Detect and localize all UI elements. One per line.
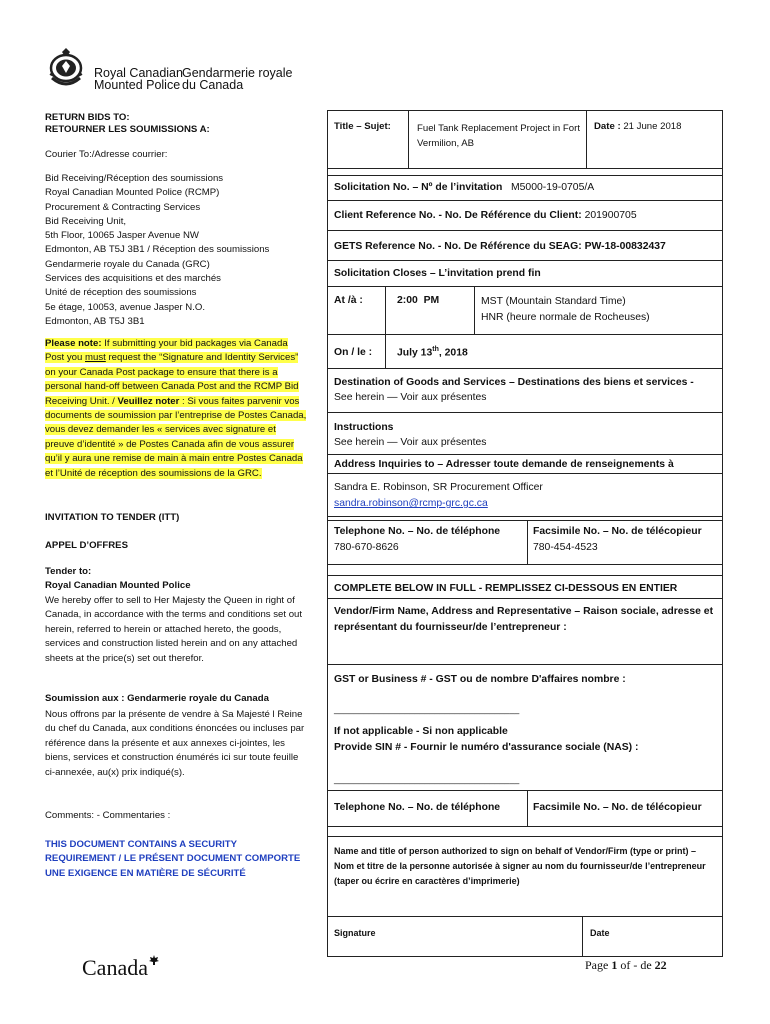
tender-body: We hereby offer to sell to Her Majesty the Queen in right of Canada, in accordance with the terms and conditions set out herein, referred to herein or attached hereto, the goods, services and construction listed herein and on any attached sheets at the price(s) set out therefor.: [45, 595, 303, 664]
comments-label: Comments: - Commentaries :: [45, 810, 171, 821]
courier-label: Courier To:/Adresse courrier:: [45, 149, 168, 160]
telephone-value: 780-670-8626: [334, 542, 399, 553]
title-value: Fuel Tank Replacement Project in Fort Vermilion, AB: [417, 123, 580, 149]
at-label: At /à :: [334, 295, 363, 306]
bid-receiving-address: Bid Receiving/Réception des soumissions Royal Canadian Mounted Police (RCMP) Procurement & Contracting Services Bid Receiving Unit, 5th Floor, 10065 Jasper Avenue NW Edmonton, AB T5J 3B1 / Réception des soumissions Gendarmerie royale du Canada (GRC) Services des acquisitions et des marchés Unité de réception des soumissions 5e étage, 10053, avenue Jasper N.O. Edmonton, AB T5J 3B1: [45, 173, 270, 327]
telephone-label: Telephone No. – No. de téléphone: [334, 526, 501, 537]
vendor-label: Vendor/Firm Name, Address and Representative – Raison sociale, adresse et représentant du fournisseur/de l’entrepreneur :: [334, 606, 714, 633]
complete-below-label: COMPLETE BELOW IN FULL - REMPLISSEZ CI-DESSOUS EN ENTIER: [334, 583, 678, 594]
return-bids-title: RETURN BIDS TO: RETOURNER LES SOUMISSIONS A:: [45, 112, 210, 136]
itt-title-fr: APPEL D’OFFRES: [45, 540, 128, 551]
authorized-person-label: Name and title of person authorized to sign on behalf of Vendor/Firm (type or print) – Nom et titre de la personne autorisée à signer au nom du fournisseur/de l’entrepreneur (taper ou écrire en caractères d’imprimerie): [334, 846, 706, 886]
solicitation-number: Solicitation No. – Nº de l’invitation M5000-19-0705/A: [334, 182, 595, 193]
org-name-en: Royal Canadian Mounted Police: [94, 66, 183, 92]
tender-to-label: Tender to:: [45, 566, 92, 577]
officer-email-link[interactable]: sandra.robinson@rcmp-grc.gc.ca: [334, 498, 488, 509]
on-label: On / le :: [334, 347, 373, 358]
form-border-right: [722, 110, 723, 956]
page-number: Page 1 of - de 22: [585, 958, 667, 972]
org-name-fr: Gendarmerie royale du Canada: [182, 66, 293, 92]
date-field: Date : 21 June 2018: [594, 121, 682, 132]
closing-date: July 13th, 2018: [397, 346, 468, 359]
canada-post-note: Please note: If submitting your bid packages via Canada Post you must request the “Signature and Identity Services” on your Canada Post package to ensure that there is a personal hand-off between Canada Post and the RCMP Bid Receiving Unit. / Veuillez noter : Si vous faites parvenir vos documents de soumission par l’entreprise de Postes Canada, vous devez demander les « services avec signature et preuve d’identité » de Postes Canada afin de vous assurer qu’il y aura une remise de main à main entre Postes Canada et l’Unité de réception des soumissions de la GRC.: [45, 338, 307, 479]
vendor-facsimile-label: Facsimile No. – No. de télécopieur: [533, 802, 702, 813]
gets-reference: GETS Reference No. - No. De Référence du SEAG: PW-18-00832437: [334, 241, 666, 252]
closing-time: 2:00 PM: [397, 295, 440, 306]
tender-org: Royal Canadian Mounted Police: [45, 580, 191, 591]
inquiries-label: Address Inquiries to – Adresser toute demande de renseignements à: [334, 459, 674, 470]
solicitation-closes: Solicitation Closes – L’invitation prend fin: [334, 268, 541, 279]
timezone: MST (Mountain Standard Time) HNR (heure normale de Rocheuses): [481, 296, 650, 323]
procurement-officer: Sandra E. Robinson, SR Procurement Officer: [334, 482, 543, 493]
gst-input-line[interactable]: _____________________________________: [334, 704, 520, 714]
itt-title-en: INVITATION TO TENDER (ITT): [45, 512, 180, 523]
soumission-title: Soumission aux : Gendarmerie royale du Canada: [45, 693, 269, 704]
maple-flag-icon: [149, 955, 159, 967]
form-border-left: [327, 110, 328, 956]
signature-label: Signature: [334, 928, 376, 938]
destination-value: See herein — Voir aux présentes: [334, 392, 487, 403]
gst-label: GST or Business # - GST ou de nombre D'affaires nombre :: [334, 674, 626, 685]
security-notice: THIS DOCUMENT CONTAINS A SECURITY REQUIREMENT / LE PRÉSENT DOCUMENT COMPORTE UNE EXIGENCE EN MATIÈRE DE SÉCURITÉ: [45, 839, 301, 879]
vendor-telephone-label: Telephone No. – No. de téléphone: [334, 802, 501, 813]
rcmp-crest-icon: [46, 46, 86, 92]
title-label: Title – Sujet:: [334, 121, 391, 132]
facsimile-value: 780-454-4523: [533, 542, 598, 553]
destination-label: Destination of Goods and Services – Destinations des biens et services -: [334, 377, 694, 388]
facsimile-label: Facsimile No. – No. de télécopieur: [533, 526, 702, 537]
not-applicable-label: If not applicable - Si non applicable Provide SIN # - Fournir le numéro d'assurance sociale (NAS) :: [334, 726, 639, 753]
soumission-body: Nous offrons par la présente de vendre à Sa Majesté l Reine du chef du Canada, aux conditions énoncées ou incluses par référence dans la présente et aux annexes ci-jointes, les biens, services et construction énumérés ici sur toute feuille ci-annexée, au(x) prix indiqué(s).: [45, 709, 305, 778]
sin-input-line[interactable]: _____________________________________: [334, 774, 520, 784]
canada-wordmark: Canada: [82, 955, 159, 981]
signature-date-label: Date: [590, 928, 610, 938]
client-reference: Client Reference No. - No. De Référence du Client: 201900705: [334, 210, 637, 221]
instructions-label: Instructions: [334, 422, 394, 433]
instructions-value: See herein — Voir aux présentes: [334, 437, 487, 448]
